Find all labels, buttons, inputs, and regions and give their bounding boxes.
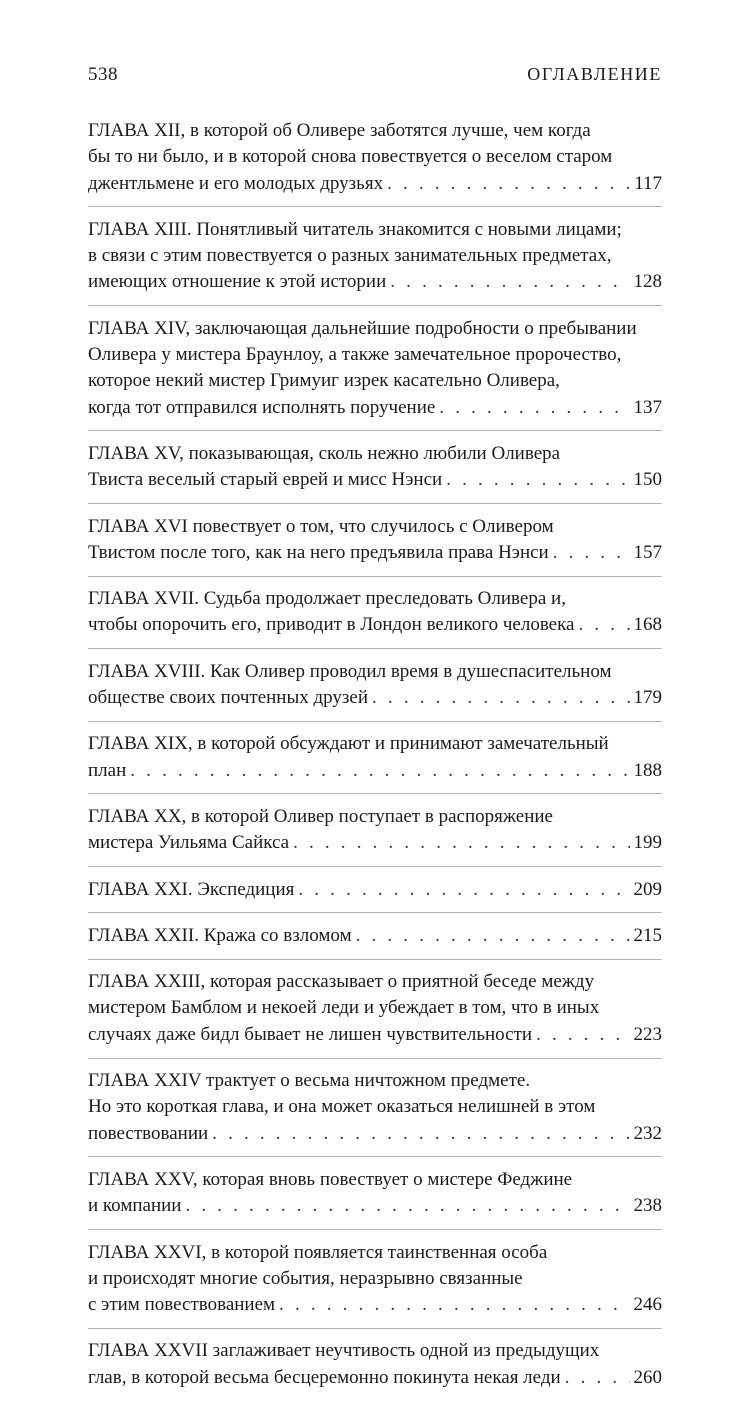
toc-page-number: 179 bbox=[633, 687, 662, 709]
toc-entry-text: глав, в которой весьма бесцеремонно покинута некая леди bbox=[88, 1366, 561, 1388]
toc-page-number: 223 bbox=[633, 1023, 662, 1045]
toc-entry bbox=[88, 659, 662, 722]
toc-entry-line: ГЛАВА XVIII. Как Оливер проводил время в душеспасительном bbox=[88, 660, 612, 682]
toc-entry bbox=[88, 586, 662, 649]
toc-entry-last-line bbox=[88, 395, 662, 421]
toc-page-number: 137 bbox=[633, 396, 662, 418]
toc-entry-text: повествовании bbox=[88, 1122, 209, 1144]
toc-page-number: 232 bbox=[633, 1122, 662, 1144]
toc-page-number: 246 bbox=[633, 1294, 662, 1316]
toc-entry bbox=[88, 1167, 662, 1230]
toc-entry-line: ГЛАВА XIX, в которой обсуждают и принимают замечательный bbox=[88, 733, 609, 755]
toc-entry-line: бы то ни было, и в которой снова повествуется о веселом старом bbox=[88, 146, 613, 168]
toc-entry-text: ГЛАВА XXII. Кража со взломом bbox=[88, 924, 352, 946]
toc-entry-text: обществе своих почтенных друзей bbox=[88, 687, 369, 709]
dot-leader bbox=[390, 269, 629, 295]
toc-entry-last-line bbox=[88, 1365, 662, 1391]
toc-entry-last-line bbox=[88, 1193, 662, 1219]
toc-entry-text: джентльмене и его молодых друзьях bbox=[88, 172, 384, 194]
toc-entry-last-line bbox=[88, 1022, 662, 1048]
dot-leader bbox=[279, 1292, 629, 1318]
toc-entry-last-line bbox=[88, 540, 662, 566]
dot-leader bbox=[372, 685, 629, 711]
toc-entry-text: Твиста веселый старый еврей и мисс Нэнси bbox=[88, 469, 443, 491]
toc-page-number: 215 bbox=[633, 924, 662, 946]
toc-page-number: 150 bbox=[633, 469, 662, 491]
toc-entry-text: случаях даже бидл бывает не лишен чувствительности bbox=[88, 1023, 533, 1045]
toc-entry-last-line bbox=[88, 467, 662, 493]
toc-page-number: 260 bbox=[633, 1366, 662, 1388]
toc-entry-last-line bbox=[88, 1292, 662, 1318]
dot-leader bbox=[387, 171, 630, 197]
toc-page-number: 157 bbox=[633, 541, 662, 563]
toc-entry bbox=[88, 441, 662, 504]
toc-entry-last-line bbox=[88, 923, 662, 949]
toc-entry-line: ГЛАВА XXV, которая вновь повествует о мистере Феджине bbox=[88, 1168, 573, 1190]
toc-entry bbox=[88, 969, 662, 1058]
table-of-contents bbox=[88, 118, 662, 1410]
dot-leader bbox=[356, 923, 630, 949]
dot-leader bbox=[565, 1365, 630, 1391]
dot-leader bbox=[293, 830, 629, 856]
toc-page-number: 128 bbox=[633, 271, 662, 293]
toc-entry-line: Но это короткая глава, и она может оказаться нелишней в этом bbox=[88, 1096, 596, 1118]
toc-entry bbox=[88, 1338, 662, 1400]
toc-page-number: 168 bbox=[633, 614, 662, 636]
dot-leader bbox=[298, 877, 629, 903]
toc-entry-line: Оливера у мистера Браунлоу, а также замечательное пророчество, bbox=[88, 344, 622, 366]
toc-page-number: 199 bbox=[633, 832, 662, 854]
toc-entry-text: чтобы опорочить его, приводит в Лондон великого человека bbox=[88, 614, 575, 636]
toc-entry-last-line bbox=[88, 269, 662, 295]
toc-entry-text: Твистом после того, как на него предъявила права Нэнси bbox=[88, 541, 549, 563]
toc-entry bbox=[88, 217, 662, 306]
toc-entry-last-line bbox=[88, 1121, 662, 1147]
toc-entry-line: мистером Бамблом и некоей леди и убеждает в том, что в иных bbox=[88, 997, 600, 1019]
toc-page-number: 238 bbox=[633, 1195, 662, 1217]
toc-entry-text: с этим повествованием bbox=[88, 1294, 276, 1316]
toc-entry-last-line bbox=[88, 612, 662, 638]
toc-entry-last-line bbox=[88, 685, 662, 711]
toc-entry-line: и происходят многие события, неразрывно связанные bbox=[88, 1267, 523, 1289]
toc-entry-line: ГЛАВА XV, показывающая, сколь нежно любили Оливера bbox=[88, 442, 561, 464]
toc-entry bbox=[88, 118, 662, 207]
toc-entry bbox=[88, 804, 662, 867]
toc-entry-last-line bbox=[88, 171, 662, 197]
toc-entry-line: ГЛАВА XIII. Понятливый читатель знакомится с новыми лицами; bbox=[88, 218, 622, 240]
dot-leader bbox=[553, 540, 630, 566]
dot-leader bbox=[439, 395, 629, 421]
toc-entry-text: план bbox=[88, 759, 127, 781]
toc-entry bbox=[88, 731, 662, 794]
toc-entry-text: ГЛАВА XXI. Экспедиция bbox=[88, 878, 295, 900]
toc-page-number: 209 bbox=[633, 878, 662, 900]
toc-page-number: 188 bbox=[633, 759, 662, 781]
toc-entry-line: ГЛАВА XXVI, в которой появляется таинственная особа bbox=[88, 1241, 548, 1263]
dot-leader bbox=[185, 1193, 629, 1219]
toc-entry bbox=[88, 1068, 662, 1157]
toc-entry-text: и компании bbox=[88, 1195, 182, 1217]
toc-entry-line: ГЛАВА XVI повествует о том, что случилось с Оливером bbox=[88, 515, 554, 537]
toc-entry-last-line bbox=[88, 877, 662, 903]
toc-entry-last-line bbox=[88, 758, 662, 784]
toc-entry-text: мистера Уильяма Сайкса bbox=[88, 832, 290, 854]
running-title: ОГЛАВЛЕНИЕ bbox=[527, 64, 662, 84]
toc-entry bbox=[88, 514, 662, 577]
toc-entry-last-line bbox=[88, 830, 662, 856]
page-number: 538 bbox=[88, 64, 118, 85]
dot-leader bbox=[579, 612, 630, 638]
toc-entry-text: имеющих отношение к этой истории bbox=[88, 271, 387, 293]
toc-entry-line: ГЛАВА XXIV трактует о весьма ничтожном предмете. bbox=[88, 1070, 531, 1092]
toc-entry bbox=[88, 316, 662, 432]
toc-entry-line: ГЛАВА XVII. Судьба продолжает преследовать Оливера и, bbox=[88, 588, 566, 610]
dot-leader bbox=[130, 758, 629, 784]
toc-entry-line: которое некий мистер Гримуиг изрек касательно Оливера, bbox=[88, 370, 560, 392]
toc-entry-line: в связи с этим повествуется о разных занимательных предметах, bbox=[88, 245, 612, 267]
dot-leader bbox=[212, 1121, 629, 1147]
toc-entry-line: ГЛАВА XXVII заглаживает неучтивость одной из предыдущих bbox=[88, 1340, 600, 1362]
toc-entry-text: когда тот отправился исполнять поручение bbox=[88, 396, 436, 418]
toc-entry-line: ГЛАВА XII, в которой об Оливере заботятся лучше, чем когда bbox=[88, 120, 591, 141]
toc-entry bbox=[88, 923, 662, 960]
toc-entry bbox=[88, 877, 662, 914]
dot-leader bbox=[446, 467, 629, 493]
toc-page-number: 117 bbox=[634, 172, 662, 194]
toc-entry bbox=[88, 1240, 662, 1329]
dot-leader bbox=[536, 1022, 629, 1048]
toc-entry-line: ГЛАВА XIV, заключающая дальнейшие подробности о пребывании bbox=[88, 317, 637, 339]
toc-entry-line: ГЛАВА XX, в которой Оливер поступает в распоряжение bbox=[88, 805, 553, 827]
toc-entry-line: ГЛАВА XXIII, которая рассказывает о приятной беседе между bbox=[88, 971, 595, 993]
